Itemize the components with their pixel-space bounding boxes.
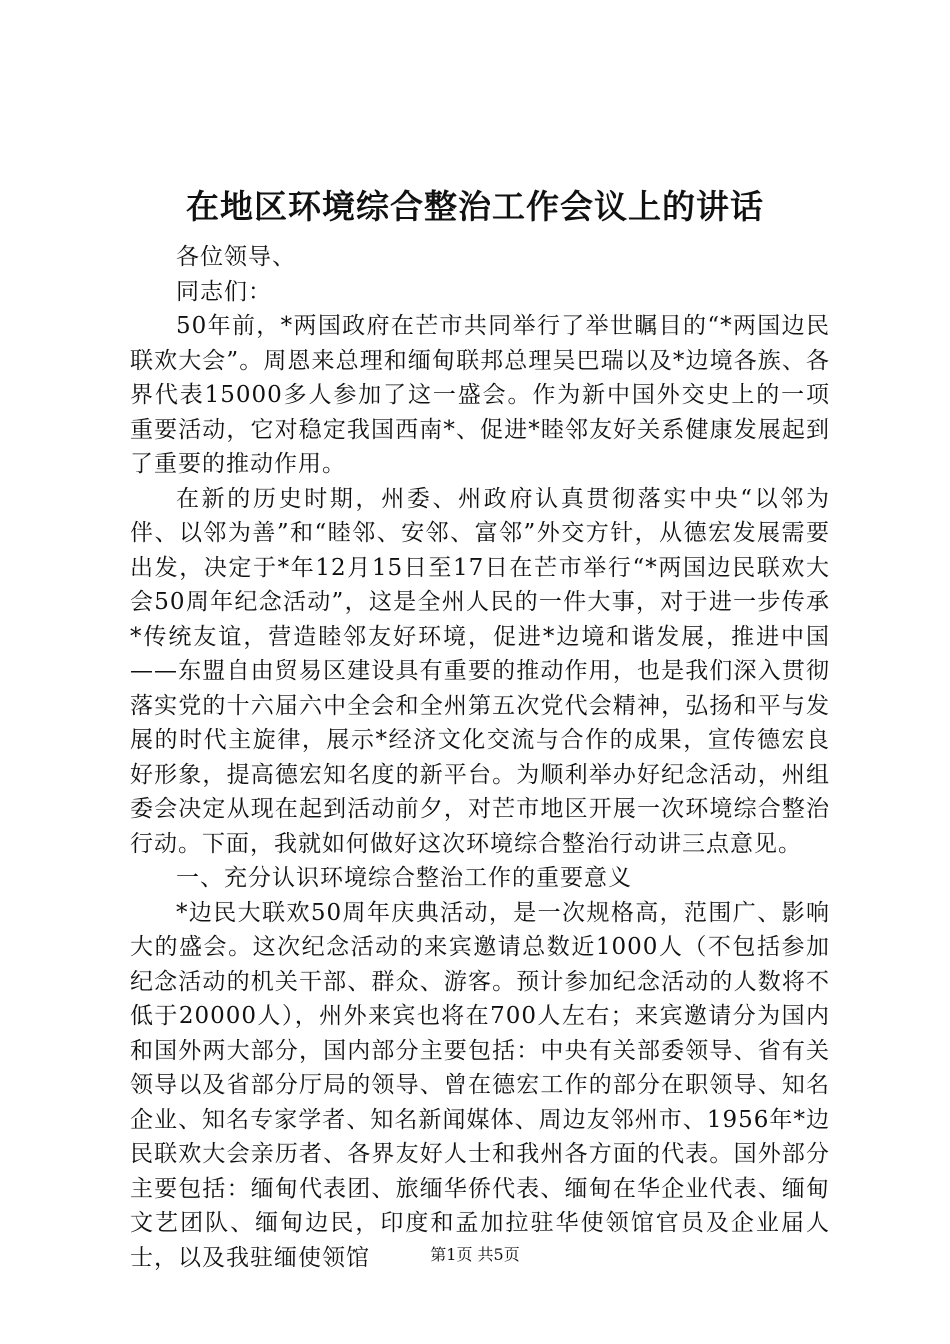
salutation-line-1: 各位领导、 (176, 244, 296, 270)
page-footer: 第1页 共5页 (430, 1245, 520, 1264)
paragraph-new-era: 在新的历史时期，州委、州政府认真贯彻落实中央“以邻为伴、以邻为善”和“睦邻、安邻、富邻”外交方针，从德宏发展需要出发，决定于*年12月15日至17日在芒市举行“*两国边民联欢大会50周年纪念活动”，这是全州人民的一件大事，对于进一步传承*传统友谊，营造睦邻友好环境，促进*边境和谐发展，推进中国——东盟自由贸易区建设具有重要的推动作用，也是我们深入贯彻落实党的十六届六中全会和全州第五次党代会精神，弘扬和平与发展的时代主旋律，展示*经济文化交流与合作的成果，宣传德宏良好形象，提高德宏知名度的新平台。为顺利举办好纪念活动，州组委会决定从现在起到活动前夕，对芒市地区开展一次环境综合整治行动。下面，我就如何做好这次环境综合整治行动讲三点意见。 (130, 485, 830, 857)
paragraph-guests: *边民大联欢50周年庆典活动，是一次规格高，范围广、影响大的盛会。这次纪念活动的来宾邀请总数近1000人（不包括参加纪念活动的机关干部、群众、游客。预计参加纪念活动的人数将不低于20000人），州外来宾也将在700人左右；来宾邀请分为国内和国外两大部分，国内部分主要包括：中央有关部委领导、省有关领导以及省部分厅局的领导、曾在德宏工作的部分在职领导、知名企业、知名专家学者、知名新闻媒体、周边友邻州市、1956年*边民联欢大会亲历者、各界友好人士和我州各方面的代表。国外部分主要包括：缅甸代表团、旅缅华侨代表、缅甸在华企业代表、缅甸文艺团队、缅甸边民，印度和孟加拉驻华使领馆官员及企业届人士，以及我驻缅使领馆 (130, 899, 830, 1271)
salutation-line-2: 同志们： (176, 278, 272, 305)
paragraph-history: 50年前，*两国政府在芒市共同举行了举世瞩目的“*两国边民联欢大会”。周恩来总理和缅甸联邦总理吴巴瑞以及*边境各族、各界代表15000多人参加了这一盛会。作为新中国外交史上的一项重要活动，它对稳定我国西南*、促进*睦邻友好关系健康发展起到了重要的推动作用。 (130, 313, 830, 477)
document-body (130, 240, 830, 1275)
document-title: 在地区环境综合整治工作会议上的讲话 (186, 187, 764, 226)
section-heading-1: 一、充分认识环境综合整治工作的重要意义 (176, 865, 632, 891)
